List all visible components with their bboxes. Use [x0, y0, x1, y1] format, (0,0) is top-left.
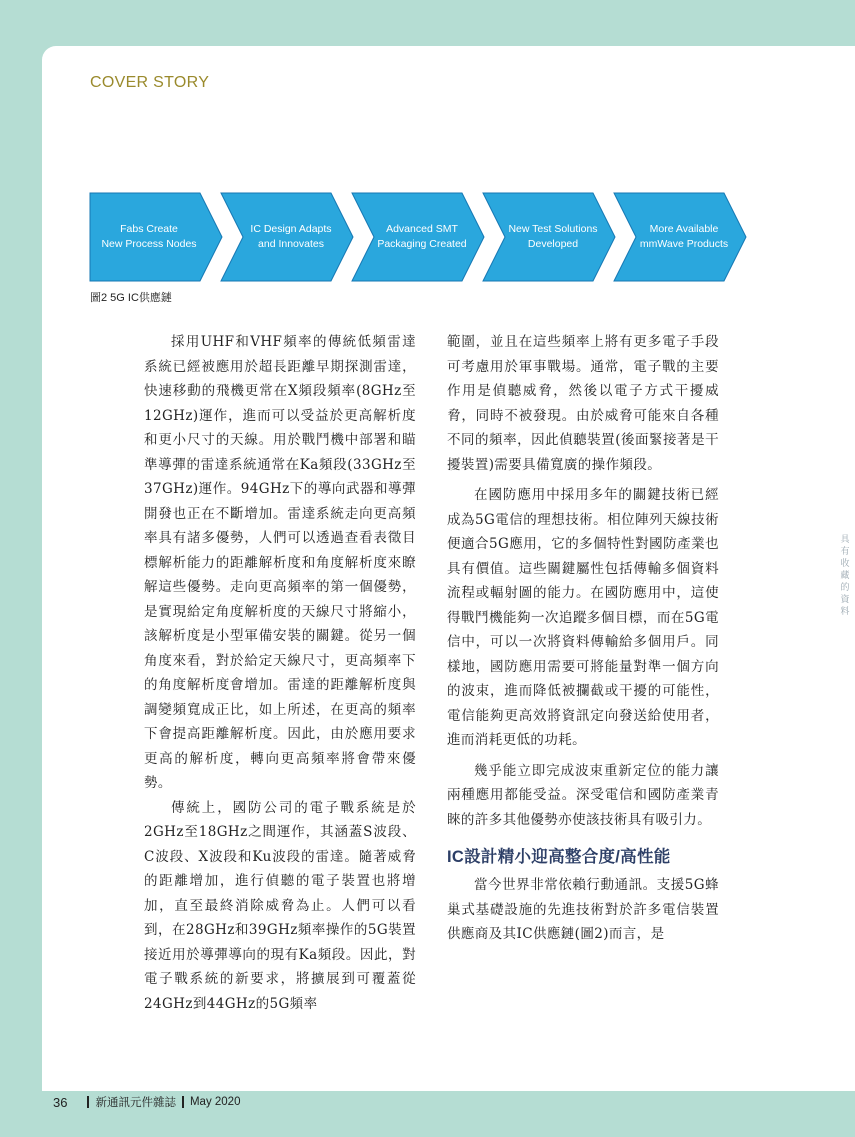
flow-step-label: New Test Solutions	[508, 223, 598, 235]
article-paragraph: 採用UHF和VHF頻率的傳統低頻雷達系統已經被應用於超長距離早期探測雷達，快速移動的飛機更常在X頻段頻率(8GHz至12GHz)運作，進而可以受益於更高解析度和更小尺寸的天線。用於戰鬥機中部署和瞄準導彈的雷達系統通常在Ka頻段(33GHz至37GHz)運作。94GHz下的導向武器和導彈開發也正在不斷增加。雷達系統走向更高頻率具有諸多優勢，人們可以透過查看表徵目標解析能力的距離解析度和角度解析度來瞭解這些優勢。走向更高頻率的第一個優勢，是實現給定角度解析度的天線尺寸將縮小，該解析度是小型軍備安裝的關鍵。從另一個角度來看，對於給定天線尺寸，更高頻率下的角度解析度會增加。雷達的距離解析度與調變頻寬成正比，如上所述，在更高的頻率下會提高距離解析度。因此，由於應用要求更高的解析度，轉向更高頻率將會帶來優勢。	[144, 334, 416, 791]
flow-step-label: and Innovates	[258, 238, 324, 250]
flow-step-label: Packaging Created	[377, 238, 467, 250]
flow-step-chevron	[483, 193, 615, 281]
flow-step-label: More Available	[649, 223, 719, 235]
article-paragraph: 幾乎能立即完成波束重新定位的能力讓兩種應用都能受益。深受電信和國防產業青睞的許多其他優勢亦使該技術具有吸引力。	[447, 762, 719, 828]
flow-step-label: Developed	[527, 238, 579, 250]
article-paragraph-continued: 範圍，並且在這些頻率上將有更多電子手段可考慮用於軍事戰場。通常，電子戰的主要作用是偵聽威脅，然後以電子方式干擾威脅，同時不被發現。由於威脅可能來自各種不同的頻率，因此偵聽裝置(後面緊接著是干擾裝置)需要具備寬廣的操作頻段。	[447, 334, 719, 473]
page-number: 36	[53, 1094, 68, 1110]
magazine-page	[42, 46, 855, 1110]
issue-date: May 2020	[189, 1096, 241, 1108]
flow-step-chevron	[614, 193, 746, 281]
flow-step-label: New Process Nodes	[101, 238, 197, 250]
flow-step-chevron	[352, 193, 484, 281]
footer-divider	[182, 1096, 184, 1108]
figure-caption: 圖2 5G IC供應鏈	[90, 292, 172, 304]
section-label: COVER STORY	[90, 74, 210, 91]
flow-step-chevron	[221, 193, 353, 281]
article-paragraph: 傳統上，國防公司的電子戰系統是於2GHz至18GHz之間運作，其涵蓋S波段、C波段、X波段和Ku波段的雷達。隨著威脅的距離增加，進行偵聽的電子裝置也將增加，直至最終消除威脅為止。人們可以看到，在28GHz和39GHz頻率操作的5G裝置接近用於導彈導向的現有Ka頻段。因此，對電子戰系統的新要求，將擴展到可覆蓋從24GHz到44GHz的5G頻率	[144, 799, 416, 1012]
footer-divider	[87, 1096, 89, 1108]
flow-step-label: Advanced SMT	[386, 223, 458, 235]
article-paragraph: 當今世界非常依賴行動通訊。支援5G蜂巢式基礎設施的先進技術對於許多電信裝置供應商及其IC供應鏈(圖2)而言，是	[447, 877, 719, 942]
article-right-column	[447, 330, 719, 947]
flow-step-label: Fabs Create	[120, 223, 178, 235]
article-subheading: IC設計精小迎高整合度/高性能	[447, 848, 671, 866]
side-watermark-text: 具有收藏的資料	[840, 535, 850, 617]
publication-name: 新通訊元件雜誌	[95, 1097, 176, 1109]
article-paragraph: 在國防應用中採用多年的關鍵技術已經成為5G電信的理想技術。相位陣列天線技術便適合5G應用，它的多個特性對國防產業也具有價值。這些關鍵屬性包括傳輸多個資料流程或輻射圖的能力。在國防應用中，這使得戰鬥機能夠一次追蹤多個目標，而在5G電信中，可以一次將資料傳輸給多個用戶。同樣地，國防應用需要可將能量對準一個方向的波束，進而降低被攔截或干擾的可能性，電信能夠更高效將資訊定向發送給使用者，進而消耗更低的功耗。	[447, 487, 719, 748]
article-left-column	[144, 330, 416, 1016]
page-footer	[53, 1094, 240, 1110]
supply-chain-flow-diagram	[90, 192, 770, 282]
flow-step-chevron	[90, 193, 222, 281]
flow-step-label: mmWave Products	[639, 238, 729, 250]
flow-step-label: IC Design Adapts	[250, 223, 332, 235]
